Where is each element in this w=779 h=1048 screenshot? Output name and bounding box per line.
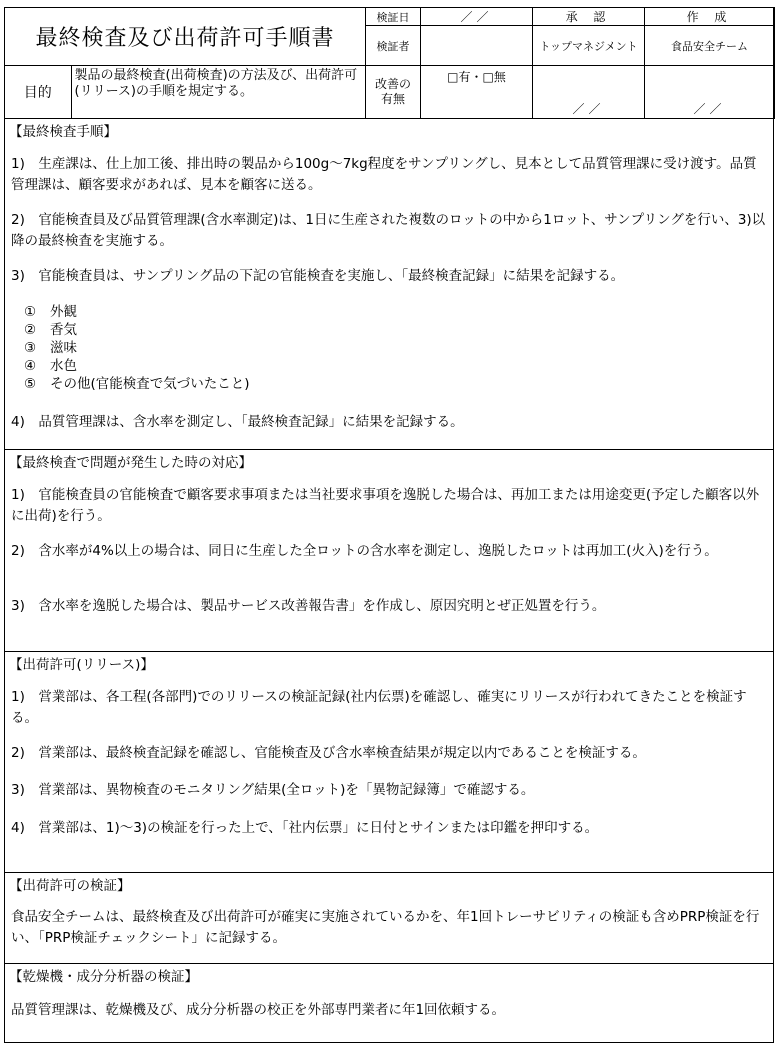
list-text: 外観 (50, 304, 77, 320)
section-title: 【最終検査で問題が発生した時の対応】 (9, 455, 252, 471)
section-title: 【出荷許可(リリース)】 (9, 657, 154, 673)
section-release (4, 651, 774, 872)
list-text: 香気 (50, 322, 77, 338)
purpose-text: 製品の最終検査(出荷検査)の方法及び、出荷許可(リリース)の手順を規定する。 (74, 68, 358, 99)
list-item (24, 339, 77, 357)
verifier-value (421, 26, 533, 66)
create-date: ／／ (645, 66, 775, 119)
list-text: 滋味 (50, 340, 77, 356)
improve-label-line1: 改善の (374, 77, 411, 91)
list-text: 水色 (50, 358, 77, 374)
approve-date: ／／ (533, 66, 645, 119)
section-title: 【乾燥機・成分分析器の検証】 (9, 969, 198, 985)
paragraph: 品質管理課は、乾燥機及び、成分分析器の校正を外部専門業者に年1回依頼する。 (11, 1002, 506, 1018)
paragraph: 1) 生産課は、仕上加工後、排出時の製品から100g～7kg程度をサンプリングし、見本として品質管理課に受け渡す。品質管理課は、顧客要求があれば、見本を顧客に送る。 (11, 156, 757, 193)
purpose-row (5, 66, 366, 119)
create-header: 作 成 (645, 8, 775, 26)
section-dryer-verification (4, 963, 774, 1043)
list-number: ④ (24, 358, 37, 374)
list-item (24, 375, 250, 393)
improve-label-line2: 有無 (380, 92, 405, 106)
paragraph: 3) 含水率を逸脱した場合は、製品サービス改善報告書」を作成し、原因究明とぜ正処置を行う。 (11, 598, 606, 614)
paragraph: 1) 営業部は、各工程(各部門)でのリリースの検証記録(社内伝票)を確認し、確実にリリースが行われてきたことを検証する。 (11, 689, 747, 726)
list-number: ③ (24, 340, 37, 356)
paragraph: 2) 営業部は、最終検査記録を確認し、官能検査及び含水率検査結果が規定以内であることを検証する。 (11, 745, 646, 761)
section-title: 【出荷許可の検証】 (9, 878, 131, 894)
list-number: ① (24, 304, 37, 320)
improve-label (366, 66, 421, 119)
list-number: ⑤ (24, 376, 37, 392)
paragraph: 2) 官能検査員及び品質管理課(含水率測定)は、1日に生産された複数のロットの中から1ロット、サンプリングを行い、3)以降の最終検査を実施する。 (11, 212, 766, 249)
list-text: その他(官能検査で気づいたこと) (50, 376, 250, 392)
verify-date-label: 検証日 (366, 8, 421, 26)
purpose-label: 目的 (5, 66, 71, 118)
approve-dept: トップマネジメント (533, 26, 645, 66)
section-title: 【最終検査手順】 (9, 124, 117, 140)
list-item (24, 357, 77, 375)
list-item (24, 321, 77, 339)
paragraph: 1) 官能検査員の官能検査で顧客要求事項または当社要求事項を逸脱した場合は、再加工または用途変更(予定した顧客以外に出荷)を行う。 (11, 487, 760, 524)
verify-date-value: ／／ (421, 8, 533, 26)
approve-header: 承 認 (533, 8, 645, 26)
header-table (4, 7, 775, 119)
paragraph: 4) 営業部は、1)～3)の検証を行った上で、「社内伝票」に日付とサインまたは印鑑を押印する。 (11, 820, 599, 836)
section-final-inspection (4, 118, 774, 449)
improve-options: □有・□無 (421, 66, 533, 119)
verifier-label: 検証者 (366, 26, 421, 66)
paragraph: 食品安全チームは、最終検査及び出荷許可が確実に実施されているかを、年1回トレーサビリティの検証も含めPRP検証を行い、「PRP検証チェックシート」に記録する。 (11, 909, 760, 946)
paragraph: 2) 含水率が4%以上の場合は、同日に生産した全ロットの含水率を測定し、逸脱したロットは再加工(火入)を行う。 (11, 543, 718, 559)
paragraph: 3) 官能検査員は、サンプリング品の下記の官能検査を実施し、「最終検査記録」に結果を記録する。 (11, 268, 625, 284)
section-problem-response (4, 449, 774, 651)
create-dept: 食品安全チーム (645, 26, 775, 66)
section-release-verification (4, 872, 774, 963)
list-item (24, 303, 77, 321)
list-number: ② (24, 322, 37, 338)
paragraph: 3) 営業部は、異物検査のモニタリング結果(全ロット)を「異物記録簿」で確認する。 (11, 782, 535, 798)
paragraph: 4) 品質管理課は、含水率を測定し、「最終検査記録」に結果を記録する。 (11, 414, 464, 430)
document-title: 最終検査及び出荷許可手順書 (5, 8, 366, 66)
